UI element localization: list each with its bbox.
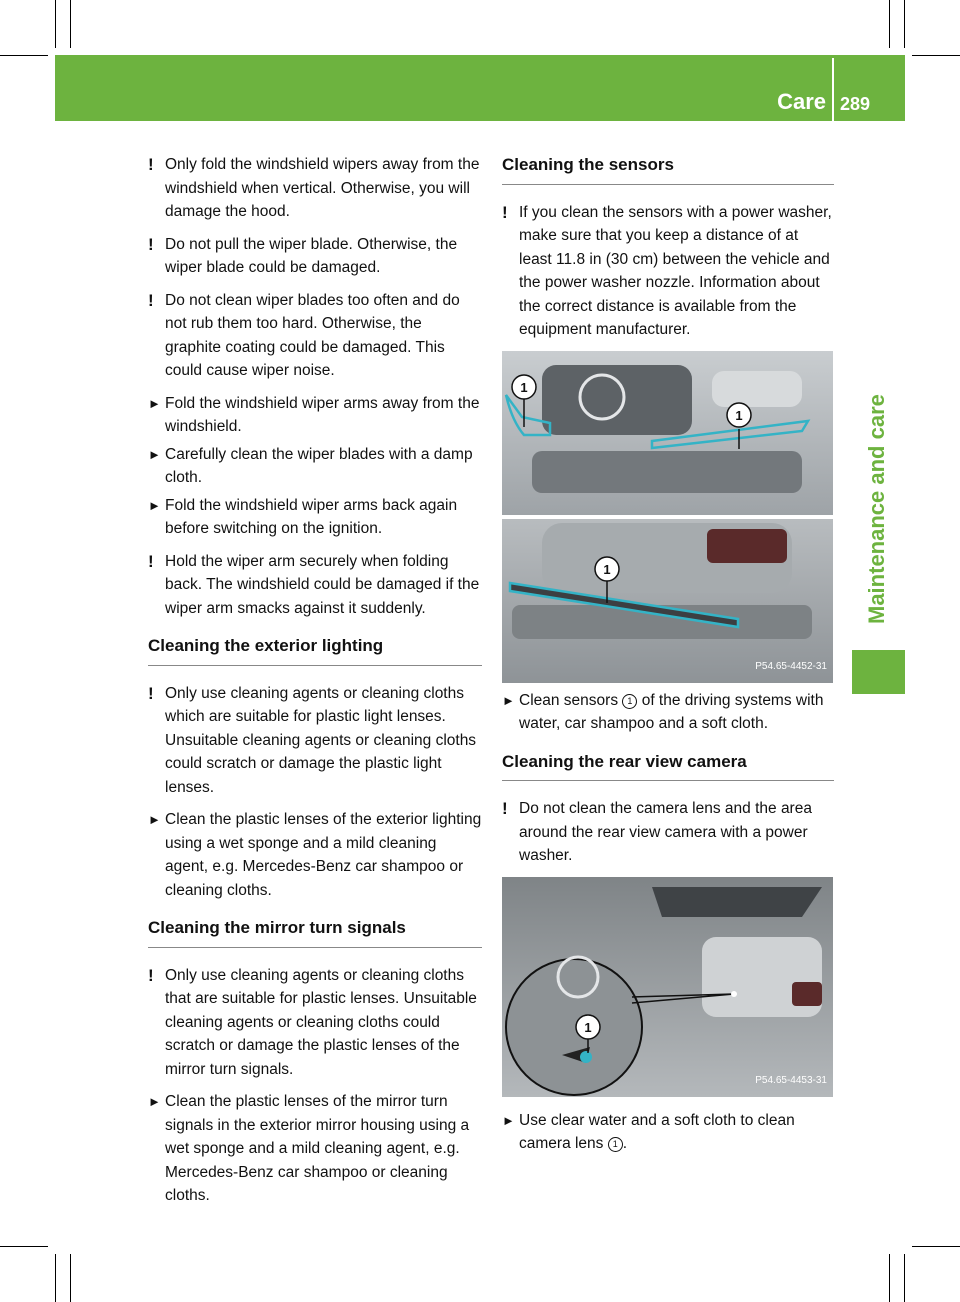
warning-note: ! Hold the wiper arm securely when folding back. The windshield could be damaged if the wiper arm smacks against it suddenly. — [148, 551, 480, 617]
image-caption: P54.65-4453-31 — [755, 1075, 827, 1086]
warning-icon: ! — [148, 683, 154, 703]
instruction-step: ► Clean the plastic lenses of the exterior lighting using a wet sponge and a mild cleaning agent, e.g. Mercedes-Benz car shampoo or cleaning cloths. — [148, 808, 482, 902]
warning-icon: ! — [502, 799, 508, 818]
chapter-tab-label: Maintenance and care — [864, 394, 889, 624]
crop-mark — [0, 55, 48, 56]
crop-mark — [912, 55, 960, 56]
rear-camera-illustration — [502, 877, 833, 1097]
callout-1: 1 — [622, 694, 637, 709]
instruction-step: ► Carefully clean the wiper blades with a damp cloth. — [148, 443, 482, 490]
callout-1: 1 — [520, 379, 528, 395]
image-caption: P54.65-4452-31 — [755, 661, 827, 672]
rear-camera-image — [502, 877, 833, 1097]
instruction-step: ► Fold the windshield wiper arms away from the windshield. — [148, 392, 482, 439]
warning-note: ! Only use cleaning agents or cleaning cloths that are suitable for plastic lenses. Unsuitable cleaning agents or cleaning cloths could scratch or damage the plastic lenses of the mirror turn signals. — [148, 965, 477, 1078]
crop-mark — [70, 0, 71, 48]
crop-mark — [70, 1254, 71, 1302]
instruction-step: ► Clean the plastic lenses of the mirror turn signals in the exterior mirror housing using a wet sponge and a mild cleaning agent, e.g. Mercedes-Benz car shampoo or cleaning cloths. — [148, 1090, 482, 1208]
warning-icon: ! — [148, 551, 154, 571]
heading-mirror-turn-signals: Cleaning the mirror turn signals — [148, 916, 482, 948]
left-column — [148, 153, 482, 1217]
step-arrow-icon: ► — [148, 497, 161, 513]
step-arrow-icon: ► — [148, 446, 161, 462]
heading-rear-view-camera: Cleaning the rear view camera — [502, 750, 834, 782]
warning-icon: ! — [148, 155, 154, 174]
right-column — [502, 153, 834, 1165]
step-arrow-icon: ► — [148, 1094, 161, 1109]
step-arrow-icon: ► — [502, 692, 515, 708]
chapter-tab-marker — [852, 650, 905, 694]
callout-1: 1 — [584, 1019, 592, 1035]
crop-mark — [55, 1254, 56, 1302]
instruction-step: ► Fold the windshield wiper arms back again before switching on the ignition. — [148, 494, 482, 541]
crop-mark — [0, 1246, 48, 1247]
step-arrow-icon: ► — [148, 395, 161, 411]
warning-note: ! Do not pull the wiper blade. Otherwise, the wiper blade could be damaged. — [148, 234, 458, 276]
sensor-location-illustration — [502, 351, 833, 683]
warning-note: ! Do not clean the camera lens and the area around the rear view camera with a power washer. — [502, 799, 812, 864]
crop-mark — [904, 0, 905, 48]
heading-sensors: Cleaning the sensors — [502, 153, 834, 185]
heading-exterior-lighting: Cleaning the exterior lighting — [148, 634, 482, 666]
warning-note: ! Only use cleaning agents or cleaning cloths which are suitable for plastic light lenses. Unsuitable cleaning agents or cleaning cloths could scratch or damage the plastic light lenses. — [148, 683, 477, 796]
callout-1: 1 — [608, 1137, 623, 1152]
crop-mark — [55, 0, 56, 48]
instruction-step: ► Clean sensors 1 of the driving systems with water, car shampoo and a soft cloth. — [502, 689, 834, 736]
warning-icon: ! — [502, 202, 508, 222]
warning-note: ! If you clean the sensors with a power washer, make sure that you keep a distance of at least 11.8 in (30 cm) between the vehicle and the power washer nozzle. Information about the correct distance is available from the equipment manufacturer. — [502, 202, 832, 338]
step-arrow-icon: ► — [148, 812, 161, 827]
header-separator — [832, 58, 834, 121]
warning-icon: ! — [148, 965, 154, 985]
callout-1: 1 — [735, 407, 743, 423]
crop-mark — [912, 1246, 960, 1247]
crop-mark — [904, 1254, 905, 1302]
crop-mark — [889, 1254, 890, 1302]
warning-note: ! Do not clean wiper blades too often and do not rub them too hard. Otherwise, the graphite coating could be damaged. This could cause wiper noise. — [148, 290, 460, 379]
section-title: Care — [777, 89, 826, 114]
warning-note: ! Only fold the windshield wipers away from the windshield when vertical. Otherwise, you will damage the hood. — [148, 155, 480, 220]
warning-icon: ! — [148, 234, 154, 254]
callout-1: 1 — [603, 561, 611, 577]
bumper-sensors-image — [502, 351, 833, 683]
step-arrow-icon: ► — [502, 1112, 515, 1128]
warning-icon: ! — [148, 290, 154, 310]
crop-mark — [889, 0, 890, 48]
instruction-step: ► Use clear water and a soft cloth to clean camera lens 1 . — [502, 1109, 834, 1156]
page-number: 289 — [840, 94, 871, 114]
